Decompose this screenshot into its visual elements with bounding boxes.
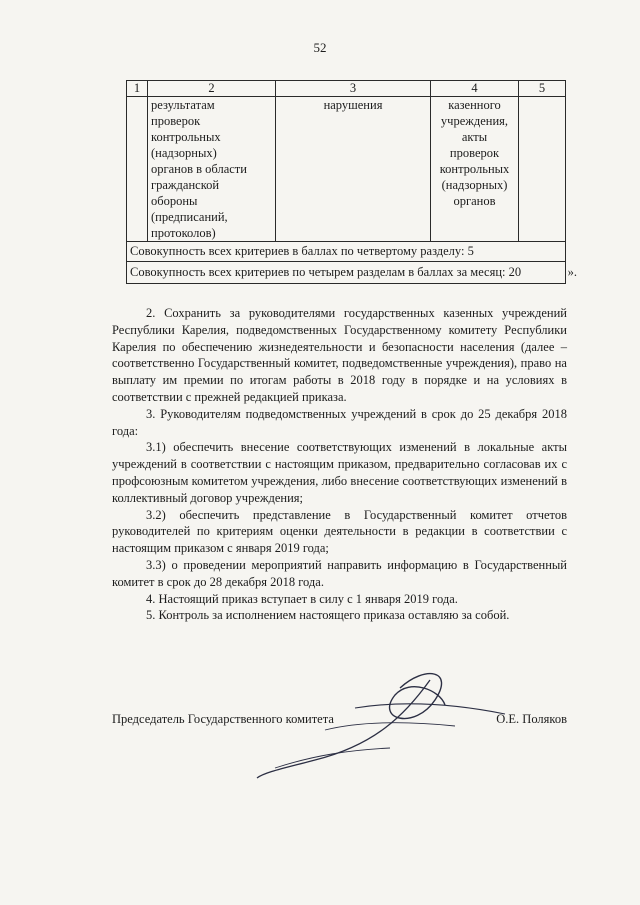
sum-month-text: Совокупность всех критериев по четырем разделам в баллах за месяц: 20: [130, 265, 522, 279]
header-col-5: 5: [519, 81, 566, 97]
cell-col-3: [276, 97, 431, 242]
cell-col-4: [431, 97, 519, 242]
table-row: [127, 97, 566, 242]
document-body: [112, 305, 567, 624]
cell-line: контрольных: [151, 130, 221, 144]
page-number: 52: [313, 40, 327, 55]
header-col-4: 4: [431, 81, 519, 97]
sum-month-cell: [127, 262, 577, 284]
paragraph-3-1: 3.1) обеспечить внесение соответствующих изменений в локальные акты учреждений в соответствии с настоящим приказом, предварительно согласовав их с профсоюзным комитетом учреждения, либо внесение соответствующих изменений в коллективный договор учреждения;: [112, 440, 567, 505]
cell-line: (надзорных): [151, 146, 217, 160]
cell-line: нарушения: [323, 98, 383, 112]
paragraph-2: 2. Сохранить за руководителями государственных казенных учреждений Республики Карелия, подведомственных Государственному комитету Республики Карелия по обеспечению жизнедеятельности и безопасности населения (далее – соответственно Государственный комитет, подведомственные учреждения), право на выплату им премии по итогам работы в 2018 году в порядке и на условиях в соответствии с прежней редакцией приказа.: [112, 306, 567, 404]
signatory-title: Председатель Государственного комитета: [112, 712, 334, 726]
cell-line: органов в области: [151, 162, 247, 176]
header-col-3: 3: [276, 81, 431, 97]
cell-line: результатам: [151, 98, 215, 112]
closing-quote: ».: [567, 265, 577, 279]
header-col-2: 2: [148, 81, 276, 97]
sum-section-text: Совокупность всех критериев в баллах по четвертому разделу: 5: [127, 242, 566, 262]
cell-col-2: [148, 97, 276, 242]
cell-col-5: [519, 97, 566, 242]
cell-line: проверок: [449, 146, 500, 160]
criteria-table: [126, 80, 577, 284]
cell-line: органов: [453, 194, 496, 208]
signatory-name: О.Е. Поляков: [496, 712, 567, 726]
cell-line: учреждения,: [440, 114, 509, 128]
cell-line: (надзорных): [441, 178, 508, 192]
table-header-row: [127, 81, 566, 97]
cell-line: (предписаний,: [151, 210, 228, 224]
cell-line: проверок: [151, 114, 201, 128]
paragraph-5: 5. Контроль за исполнением настоящего приказа оставляю за собой.: [146, 608, 510, 623]
paragraph-4: 4. Настоящий приказ вступает в силу с 1 января 2019 года.: [146, 591, 458, 606]
table-sum-section-row: [127, 242, 566, 262]
paragraph-3-2: 3.2) обеспечить представление в Государственный комитет отчетов руководителей по критериям оценки деятельности в редакции в соответствии с настоящим приказом с января 2019 года;: [112, 507, 567, 556]
cell-line: контрольных: [439, 162, 510, 176]
paragraph-3: 3. Руководителям подведомственных учреждений в срок до 25 декабря 2018 года:: [112, 406, 567, 438]
paragraph-3-3: 3.3) о проведении мероприятий направить информацию в Государственный комитет в срок до 28 декабря 2018 года.: [112, 557, 567, 589]
cell-line: протоколов): [151, 226, 216, 240]
cell-line: акты: [461, 130, 488, 144]
cell-line: казенного: [448, 98, 501, 112]
cell-line: гражданской: [151, 178, 220, 192]
cell-line: обороны: [151, 194, 198, 208]
cell-col-1: [127, 97, 148, 242]
table-sum-month-row: [127, 262, 566, 284]
header-col-1: 1: [127, 81, 148, 97]
